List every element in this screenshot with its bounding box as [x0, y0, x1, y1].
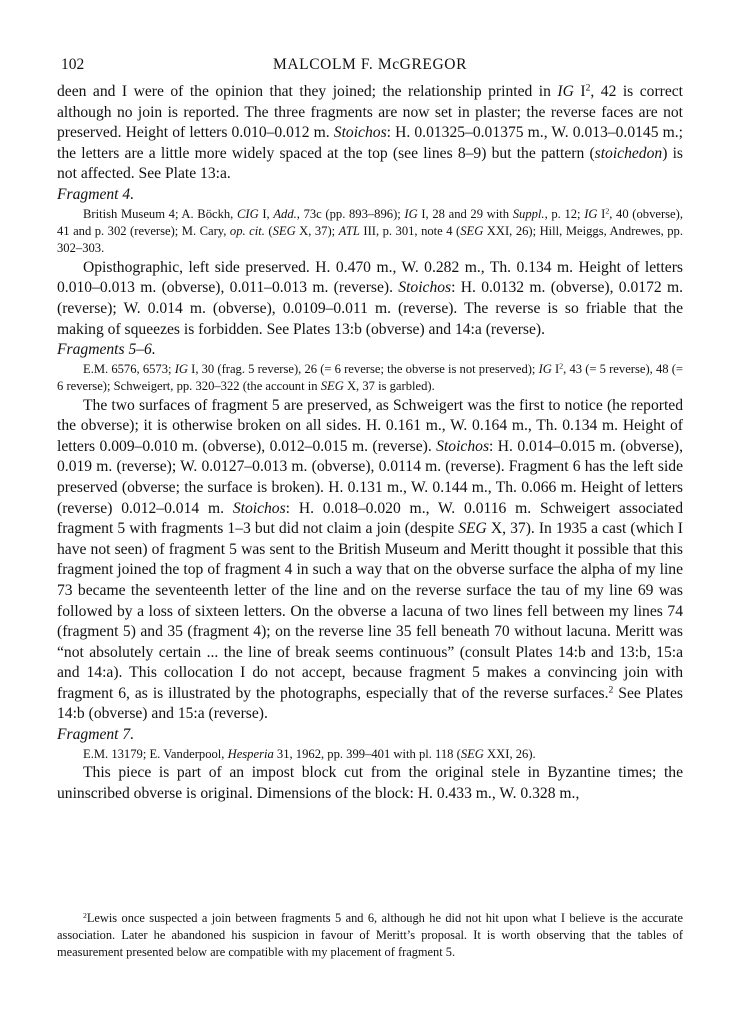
fragments-5-6-heading: Fragments 5–6.	[57, 341, 156, 359]
fragment-7-heading: Fragment 7.	[57, 726, 135, 744]
footnote-mark: 2	[83, 910, 87, 920]
page-header	[57, 56, 683, 82]
footnotes	[57, 910, 683, 962]
footnote-2: $^2$Lewis once suspected a join between fragments 5 and 6, although he did not hit upon what I believe is the accurate association. Later he abandoned his suspicion in favour of Meritt’s proposal. It is worth observing that the tables of measurement presented below are compatible with my placement of fragment 5.	[57, 910, 683, 960]
page-number: 102	[61, 56, 85, 73]
continuation-paragraph: deen and I were of the opinion that they joined; the relationship printed in IG $I^2$, 42 is correct although no join is reported. The three fragments are now set in plaster; the reverse faces are not preserved. Height of letters 0.010–0.012 m. Stoichos: H. 0.01325–0.01375 m., W. 0.013–0.0145 m.; the letters are a little more widely spaced at the top (see lines 8–9) but the pattern (stoichedon) is not affected. See Plate 13:a.	[57, 82, 684, 183]
running-head: MALCOLM F. McGREGOR	[272, 56, 468, 73]
fragment-4-bibliography: British Museum 4; A. Böckh, CIG I, Add., 73c (pp. 893–896); IG I, 28 and 29 with Suppl., p. 12; IG $I^2$, 40 (obverse), 41 and p. 302 (reverse); M. Cary, op. cit. (SEG X, 37); ATL III, p. 301, note 4 (SEG XXI, 26); Hill, Meiggs, Andrewes, pp. 302–303.	[57, 206, 683, 256]
fragment-4-heading: Fragment 4.	[57, 185, 135, 203]
fragment-7-description: This piece is part of an impost block cut from the original stele in Byzantine times; the uninscribed obverse is original. Dimensions of the block: H. 0.433 m., W. 0.328 m.,	[57, 764, 683, 802]
fragments-5-6-description: The two surfaces of fragment 5 are preserved, as Schweigert was the first to notice (he reported the obverse); it is otherwise broken on all sides. H. 0.161 m., W. 0.164 m., Th. 0.134 m. Height of letters 0.009–0.010 m. (obverse), 0.012–0.015 m. (reverse). Stoichos: H. 0.014–0.015 m. (obverse), 0.019 m. (reverse); W. 0.0127–0.013 m. (obverse), 0.0114 m. (reverse). Fragment 6 has the left side preserved (obverse; the surface is broken). H. 0.131 m., W. 0.144 m., Th. 0.066 m. Height of letters (reverse) 0.012–0.014 m. Stoichos: H. 0.018–0.020 m., W. 0.0116 m. Schweigert associated fragment 5 with fragments 1–3 but did not claim a join (despite SEG X, 37). In 1935 a cast (which I have not seen) of fragment 5 was sent to the British Museum and Meritt thought it possible that this fragment joined the top of fragment 4 in such a way that on the obverse surface the alpha of my line 73 became the seventeenth letter of the line and on the reverse surface the tau of my line 69 was followed by a loss of sixteen letters. On the obverse a lacuna of two lines fell between my lines 74 (fragment 5) and 35 (fragment 4); on the reverse line 35 fell beneath 70 without lacuna. Meritt was “not absolutely certain ... the line of break seems continuous” (consult Plates 14:b and 13:b, 15:a and 14:a). This collocation I do not accept, because fragment 5 makes a convincing join with fragment 6, as is illustrated by the photographs, especially that of the reverse surfaces.$^2$ See Plates 14:b (obverse) and 15:a (reverse).	[57, 396, 683, 723]
footnote-reference[interactable]: 2	[608, 684, 614, 696]
fragment-7-bibliography: E.M. 13179; E. Vanderpool, Hesperia 31, 1962, pp. 399–401 with pl. 118 (SEG XXI, 26).	[83, 746, 536, 761]
fragments-5-6-bibliography: E.M. 6576, 6573; IG I, 30 (frag. 5 reverse), 26 (= 6 reverse; the obverse is not preserved); IG $I^2$, 43 (= 5 reverse), 48 (= 6 reverse); Schweigert, pp. 320–322 (the account in SEG X, 37 is garbled).	[57, 361, 684, 394]
page-content	[57, 56, 683, 804]
fragment-4-description: Opisthographic, left side preserved. H. 0.470 m., W. 0.282 m., Th. 0.134 m. Height of letters 0.010–0.013 m. (obverse), 0.011–0.013 m. (reverse). Stoichos: H. 0.0132 m. (obverse), 0.0172 m. (reverse); W. 0.014 m. (obverse), 0.0109–0.011 m. (reverse). The reverse is so friable that the making of squeezes is forbidden. See Plates 13:b (obverse) and 14:a (reverse).	[57, 258, 683, 338]
